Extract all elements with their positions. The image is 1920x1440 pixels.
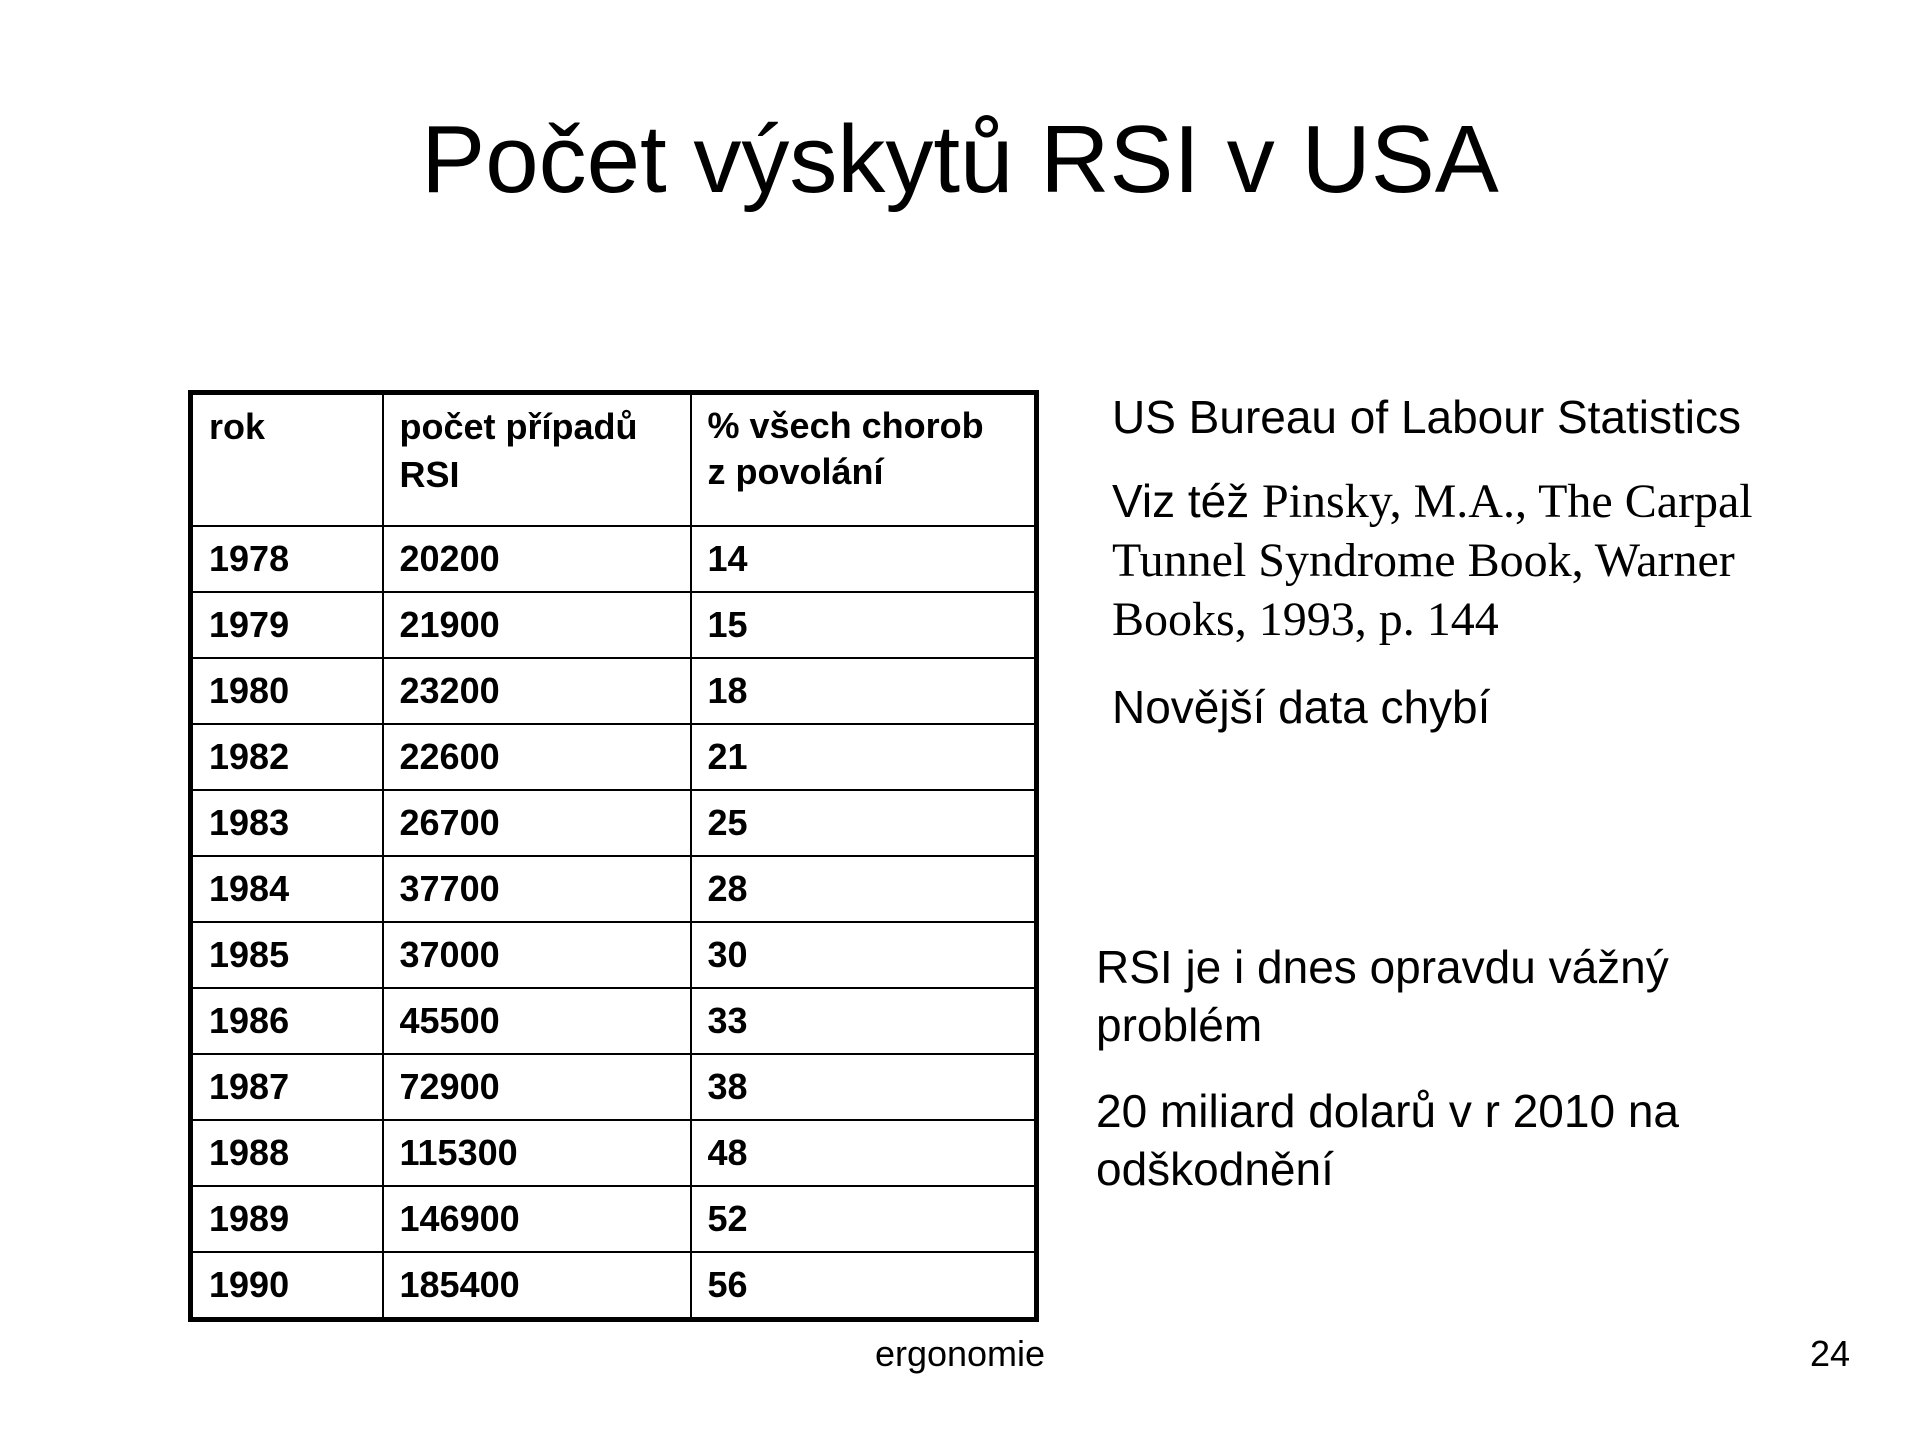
table-row: [191, 1120, 1037, 1186]
cell-cases: 115300: [383, 1120, 691, 1186]
cell-percent: 52: [691, 1186, 1037, 1252]
table-row: [191, 922, 1037, 988]
cell-percent: 38: [691, 1054, 1037, 1120]
cell-cases: 185400: [383, 1252, 691, 1320]
table-row: [191, 592, 1037, 658]
see-also-note: [1112, 472, 1812, 649]
table-row: [191, 1054, 1037, 1120]
see-also-prefix: Viz též: [1112, 475, 1250, 527]
table-row: [191, 1186, 1037, 1252]
cell-cases: 37000: [383, 922, 691, 988]
table-row: [191, 724, 1037, 790]
header-percent: [691, 393, 1037, 527]
cost-statement: 20 miliard dolarů v r 2010 na odškodnění: [1096, 1085, 1679, 1195]
table-row: [191, 790, 1037, 856]
cell-year: 1979: [191, 592, 383, 658]
cell-year: 1987: [191, 1054, 383, 1120]
header-percent-line2: z povolání: [707, 451, 884, 492]
table-row: [191, 988, 1037, 1054]
cell-percent: 48: [691, 1120, 1037, 1186]
header-cases: [383, 393, 691, 527]
table-row: [191, 1252, 1037, 1320]
cell-percent: 56: [691, 1252, 1037, 1320]
cell-percent: 18: [691, 658, 1037, 724]
cell-cases: 21900: [383, 592, 691, 658]
cell-year: 1990: [191, 1252, 383, 1320]
cell-cases: 37700: [383, 856, 691, 922]
header-year: [191, 393, 383, 527]
header-cases-line2: RSI: [399, 454, 460, 495]
header-percent-line1: % všech chorob: [707, 405, 984, 446]
cell-cases: 26700: [383, 790, 691, 856]
table-row: [191, 658, 1037, 724]
slide-title: Počet výskytů RSI v USA: [421, 106, 1499, 213]
cell-percent: 33: [691, 988, 1037, 1054]
cell-year: 1985: [191, 922, 383, 988]
cell-percent: 21: [691, 724, 1037, 790]
header-cases-line1: počet případů: [399, 406, 638, 447]
header-year-label: rok: [209, 406, 266, 447]
cell-cases: 22600: [383, 724, 691, 790]
cell-cases: 23200: [383, 658, 691, 724]
cell-year: 1980: [191, 658, 383, 724]
table-row: [191, 856, 1037, 922]
cell-percent: 30: [691, 922, 1037, 988]
cell-year: 1986: [191, 988, 383, 1054]
cell-year: 1983: [191, 790, 383, 856]
footer-label: ergonomie: [874, 1333, 1046, 1374]
cell-percent: 15: [691, 592, 1037, 658]
cell-percent: 28: [691, 856, 1037, 922]
missing-data-note: Novější data chybí: [1112, 681, 1491, 733]
cell-year: 1989: [191, 1186, 383, 1252]
cell-cases: 20200: [383, 526, 691, 592]
table-header-row: [191, 393, 1037, 527]
cell-cases: 146900: [383, 1186, 691, 1252]
cell-year: 1982: [191, 724, 383, 790]
cell-percent: 25: [691, 790, 1037, 856]
cell-year: 1978: [191, 526, 383, 592]
problem-statement: RSI je i dnes opravdu vážný problém: [1096, 941, 1669, 1051]
cell-year: 1988: [191, 1120, 383, 1186]
cell-cases: 45500: [383, 988, 691, 1054]
page-number: 24: [1809, 1333, 1850, 1374]
cell-cases: 72900: [383, 1054, 691, 1120]
cell-year: 1984: [191, 856, 383, 922]
book-reference: Pinsky, M.A., The Carpal Tunnel Syndrome Book, Warner Books, 1993, p. 144: [1112, 475, 1753, 646]
rsi-cases-table: [188, 390, 1039, 1322]
table-row: [191, 526, 1037, 592]
source-note: US Bureau of Labour Statistics: [1112, 391, 1741, 443]
cell-percent: 14: [691, 526, 1037, 592]
